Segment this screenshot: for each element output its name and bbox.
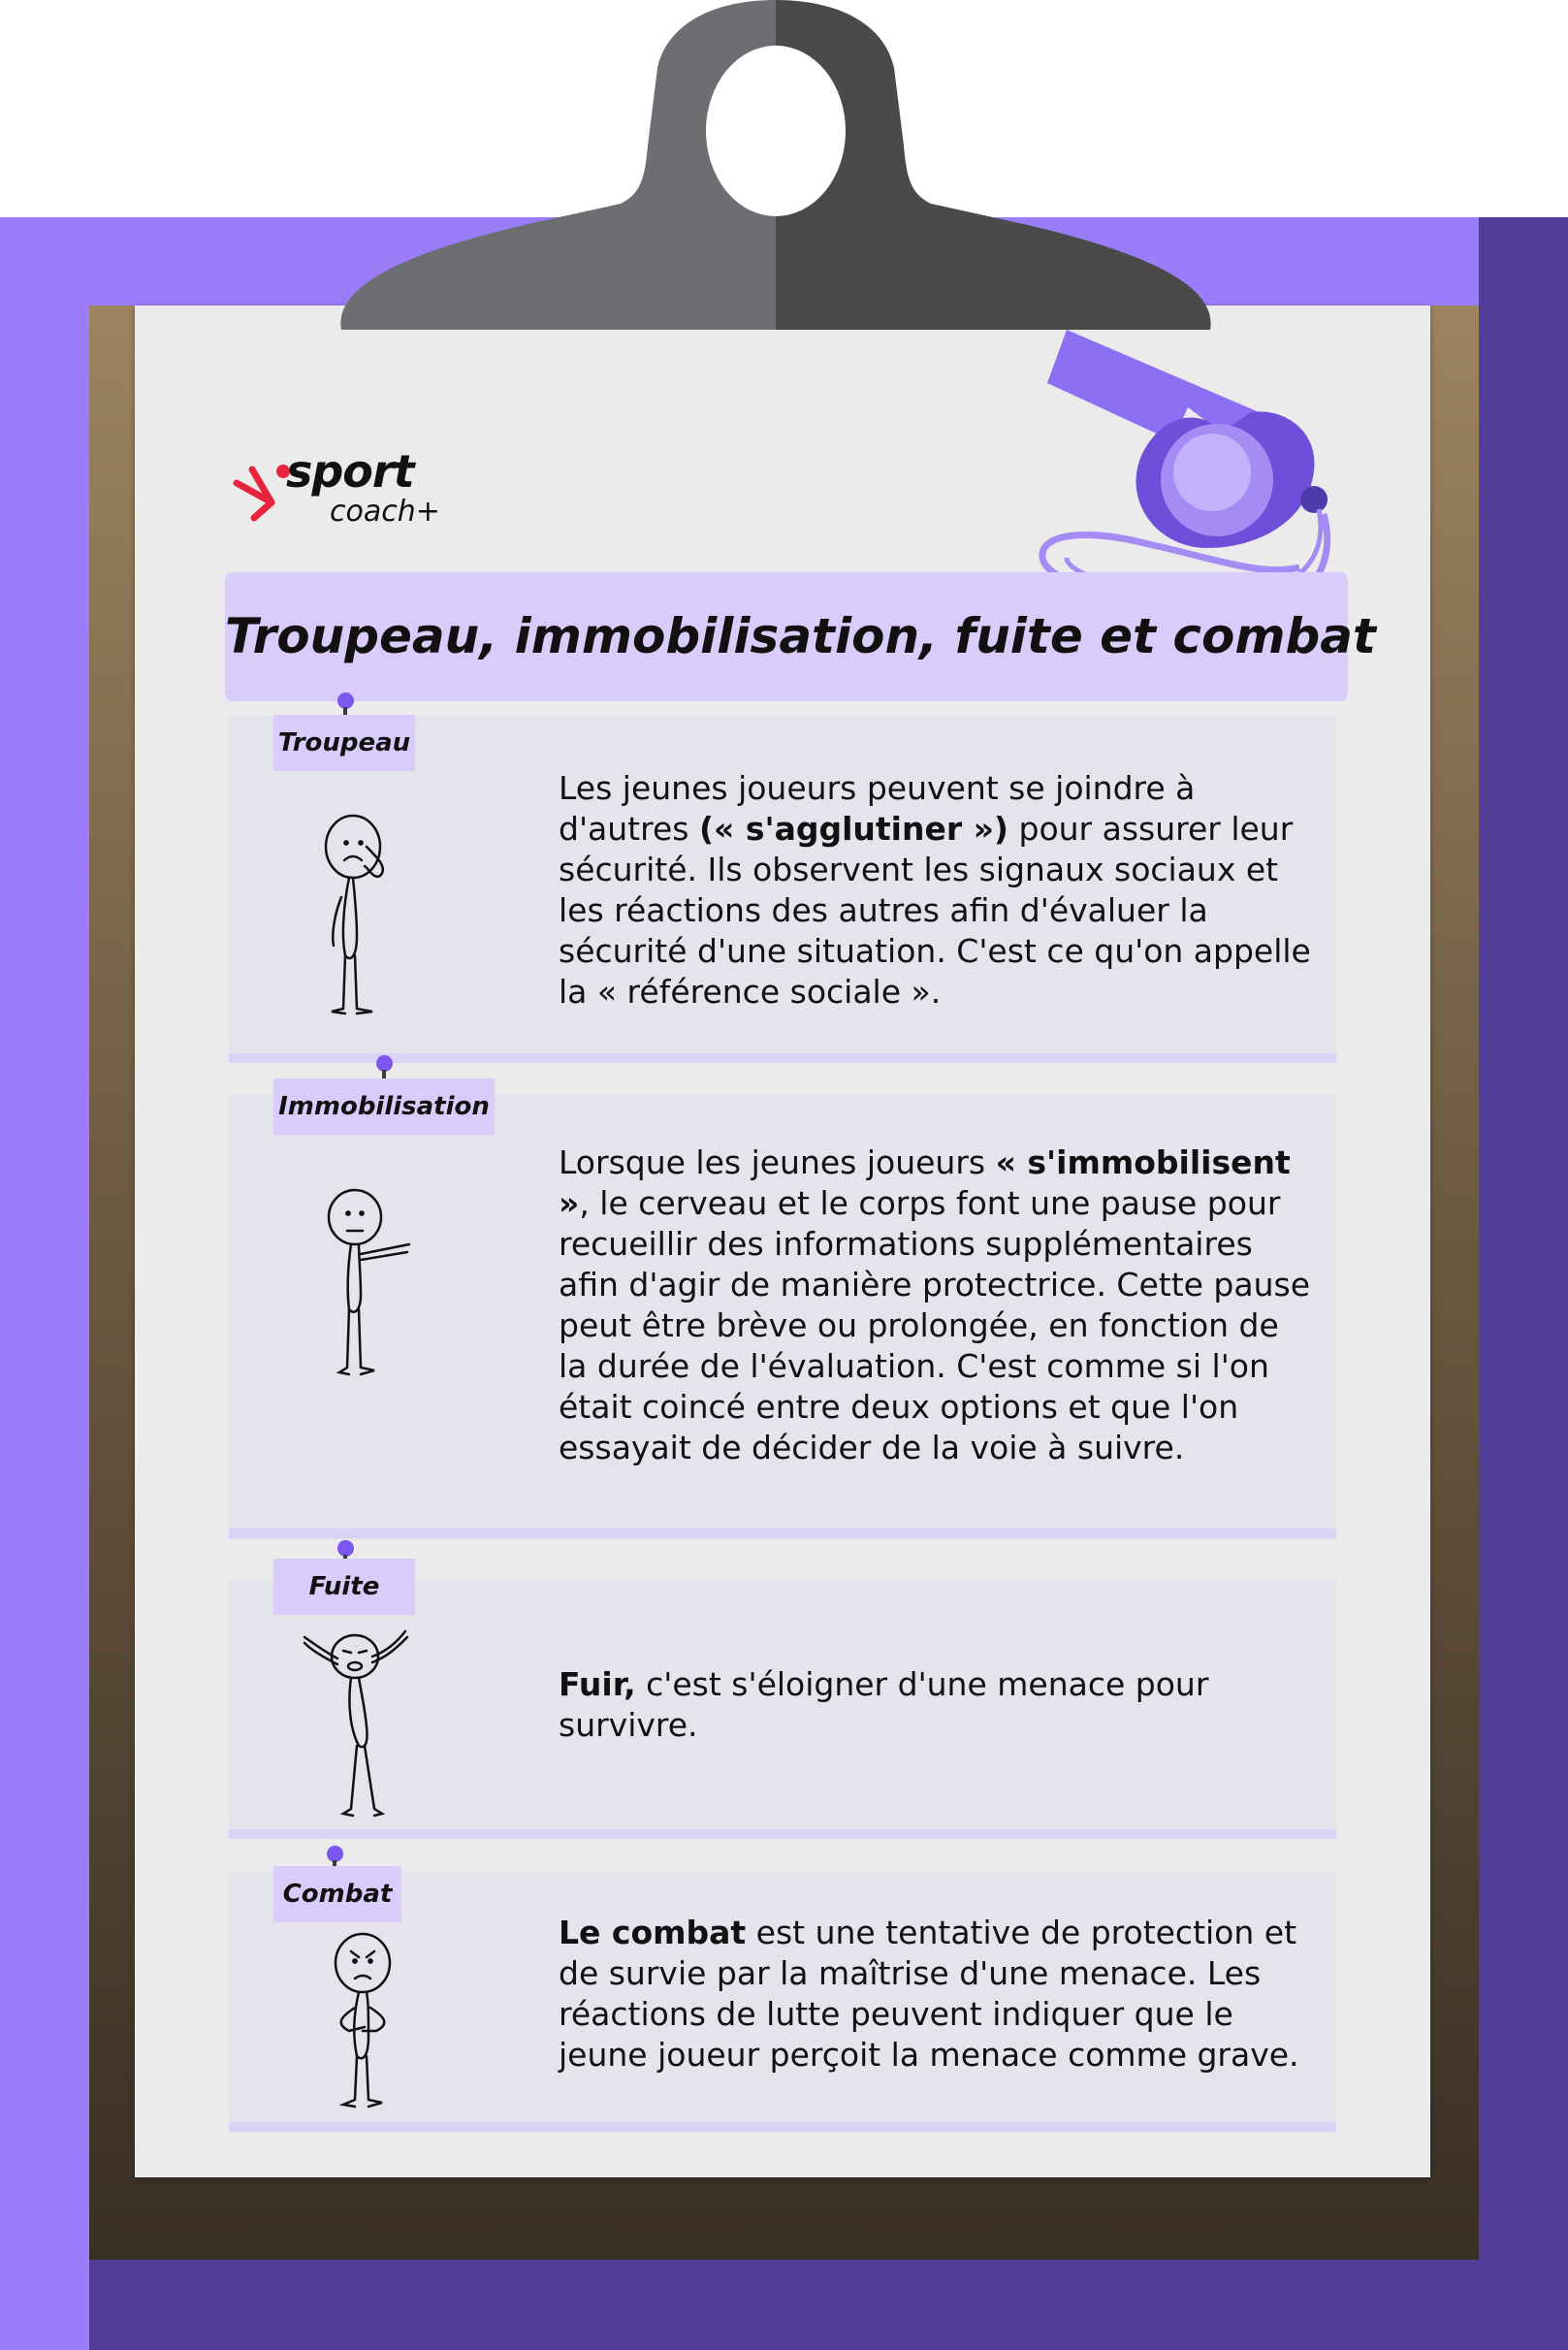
section-divider <box>229 2122 1336 2132</box>
section-tag: Fuite <box>273 1559 415 1615</box>
background-shadow-right <box>1479 217 1568 2350</box>
text-part-bold: (« s'agglutiner ») <box>698 810 1009 848</box>
section-text-immobilisation <box>559 1143 1315 1468</box>
section-tag: Troupeau <box>273 715 415 771</box>
section-divider <box>229 1829 1336 1839</box>
section-tag: Combat <box>273 1866 401 1922</box>
stick-figure-icon <box>320 810 398 1028</box>
logo-coach-text: coach+ <box>330 495 440 529</box>
stick-figure-icon <box>320 1930 407 2114</box>
section-text-combat <box>559 1913 1315 2076</box>
clipboard-clip-icon <box>330 0 1222 335</box>
text-part-bold: Fuir, <box>559 1665 636 1703</box>
section-divider <box>229 1529 1336 1538</box>
text-part: c'est s'éloigner d'une menace pour survivre. <box>559 1665 1209 1744</box>
section-text-fuite <box>559 1664 1315 1746</box>
section-text-troupeau <box>559 768 1315 1013</box>
stick-figure-icon <box>301 1629 412 1823</box>
background-shadow-bottom <box>89 2260 1568 2350</box>
text-part: , le cerveau et le corps font une pause pour recueillir des informations supplémentaires afin d'agir de manière protectrice. Cette pause peut être brève ou prolongée, en fonction de la durée de l'évaluation. C'est comme si l'on était coincé entre deux options et que l'on essayait de décider de la voie à suivre. <box>559 1184 1311 1466</box>
logo-sport-text: sport <box>286 445 414 498</box>
text-part: Les jeunes joueurs peuvent se joindre à d'autres <box>559 769 1196 848</box>
text-part-bold: Le combat <box>559 1914 747 1951</box>
text-part: est une tentative de protection et de survie par la maîtrise d'une menace. Les réactions de lutte peuvent indiquer que le jeune joueur perçoit la menace comme grave. <box>559 1914 1299 2074</box>
section-divider <box>229 1053 1336 1063</box>
text-part-bold: « s'immobilisent » <box>559 1143 1291 1222</box>
text-part: pour assurer leur sécurité. Ils observent les signaux sociaux et les réactions des autres afin d'évaluer la sécurité d'une situation. C'est ce qu'on appelle la « référence sociale ». <box>559 810 1311 1011</box>
stick-figure-icon <box>320 1188 417 1382</box>
text-part: Lorsque les jeunes joueurs <box>559 1143 996 1181</box>
page-title: Troupeau, immobilisation, fuite et combat <box>225 608 1376 664</box>
section-tag: Immobilisation <box>273 1078 495 1135</box>
